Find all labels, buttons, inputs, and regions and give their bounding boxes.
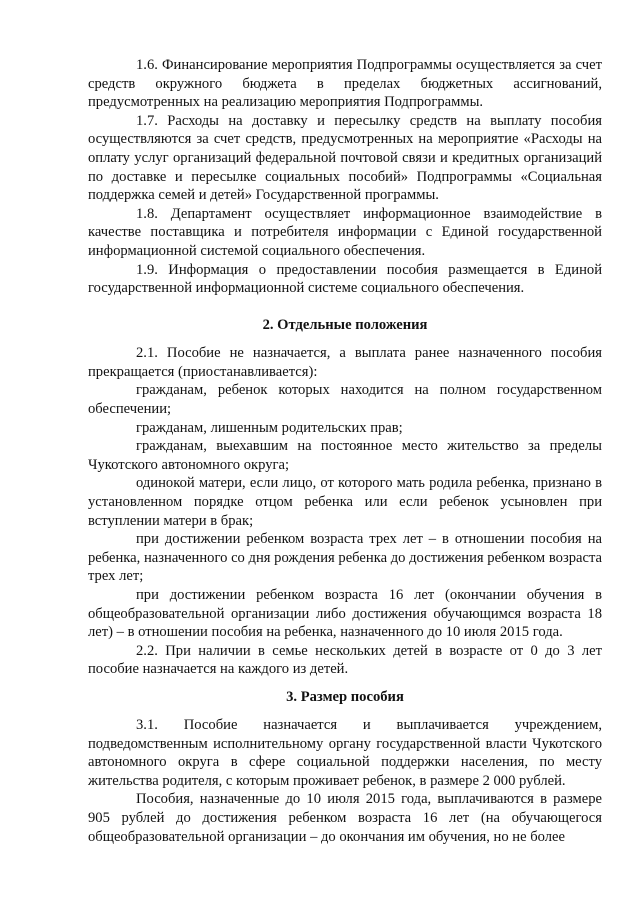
paragraph-1-9: 1.9. Информация о предоставлении пособия размещается в Единой государственной информационной системе социального обеспечения. [88, 261, 602, 297]
list-item-age-three: при достижении ребенком возраста трех лет – в отношении пособия на ребенка, назначенного со дня рождения ребенка до достижения ребенком возраста трех лет; [88, 531, 602, 585]
paragraph-2-1: 2.1. Пособие не назначается, а выплата ранее назначенного пособия прекращается (приостанавливается): [88, 345, 602, 380]
list-item-state-support: гражданам, ребенок которых находится на полном государственном обеспечении; [88, 382, 602, 417]
paragraph-3-1: 3.1. Пособие назначается и выплачивается учреждением, подведомственным исполнительному органу государственной власти Чукотского автономного округа в сфере социальной поддержки населения, по месту жительства родителя, с которым проживает ребенок, в размере 2 000 рублей. [88, 717, 602, 789]
list-item-single-mother: одинокой матери, если лицо, от которого мать родила ребенка, признано в установленном порядке отцом ребенка или если ребенок усыновлен при вступлении матери в брак; [88, 475, 602, 529]
paragraph-1-8: 1.8. Департамент осуществляет информационное взаимодействие в качестве поставщика и потребителя информации с Единой государственной информационной системой социального обеспечения. [88, 205, 602, 259]
paragraph-1-6: 1.6. Финансирование мероприятия Подпрограммы осуществляется за счет средств окружного бюджета в пределах бюджетных ассигнований, предусмотренных на реализацию мероприятия Подпрограммы. [88, 57, 602, 111]
list-item-deprived-rights: гражданам, лишенным родительских прав; [136, 419, 403, 436]
document-page [88, 56, 602, 846]
paragraph-1-7: 1.7. Расходы на доставку и пересылку средств на выплату пособия осуществляются за счет средств, предусмотренных на мероприятие «Расходы на оплату услуг организаций федеральной почтовой связи и кредитных организаций по доставке и пересылке социальных пособий» Подпрограммы «Социальная поддержка семей и детей» Государственной программы. [88, 112, 602, 204]
list-item-relocated: гражданам, выехавшим на постоянное место жительство за пределы Чукотского автономного округа; [88, 438, 602, 473]
section-heading-3: 3. Размер пособия [286, 689, 404, 706]
paragraph-2-2: 2.2. При наличии в семье нескольких детей в возрасте от 0 до 3 лет пособие назначается на каждого из детей. [88, 642, 602, 678]
paragraph-3-1-continued: Пособия, назначенные до 10 июля 2015 года, выплачиваются в размере 905 рублей до достижения ребенком возраста 16 лет (на обучающегося общеобразовательной организации – до окончания им обучения, но не более [88, 791, 602, 845]
section-heading-2: 2. Отдельные положения [262, 317, 428, 334]
list-item-age-sixteen: при достижении ребенком возраста 16 лет (окончании обучения в общеобразовательной организации либо достижения обучающимся возраста 18 лет) – в отношении пособия на ребенка, назначенного до 10 июля 2015 года. [88, 586, 602, 641]
